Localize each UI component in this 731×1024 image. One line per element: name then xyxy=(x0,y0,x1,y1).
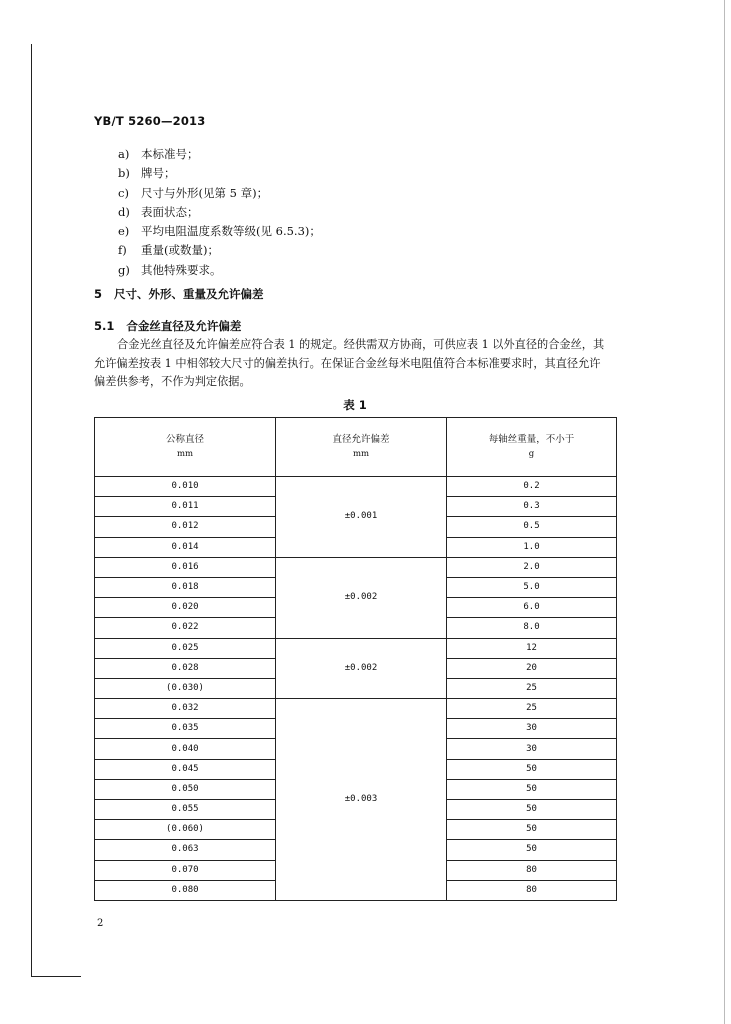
diameter-tolerance-table xyxy=(94,417,617,901)
weight-cell: 0.2 xyxy=(447,477,617,497)
list-item xyxy=(118,184,321,203)
header-unit: mm xyxy=(176,449,194,459)
table-row xyxy=(95,638,617,658)
weight-cell: 50 xyxy=(447,820,617,840)
table-body xyxy=(95,477,617,901)
list-item-text: 表面状态； xyxy=(141,204,199,219)
list-item-text: 本标准号； xyxy=(141,147,199,161)
page-edge-line xyxy=(31,44,32,976)
weight-cell: 0.3 xyxy=(447,497,617,517)
weight-cell: 50 xyxy=(447,840,617,860)
tolerance-cell: ±0.002 xyxy=(276,557,447,638)
weight-cell: 30 xyxy=(447,719,617,739)
weight-cell: 8.0 xyxy=(447,618,617,638)
diameter-cell: 0.070 xyxy=(95,860,276,880)
header-weight-per-spool xyxy=(447,418,617,477)
table-row xyxy=(95,477,617,497)
scan-edge-line xyxy=(724,0,725,1024)
list-marker: d) xyxy=(118,204,130,219)
section-title: 合金丝直径及允许偏差 xyxy=(126,319,242,333)
header-label: 每轴丝重量，不小于 xyxy=(488,434,575,445)
weight-cell: 30 xyxy=(447,739,617,759)
list-marker: e) xyxy=(118,224,130,239)
list-item xyxy=(118,145,321,164)
header-unit: mm xyxy=(352,449,370,459)
list-item-text: 牌号； xyxy=(141,166,176,181)
paragraph-line: 合金光丝直径及允许偏差应符合表 1 的规定。经供需双方协商，可供应表 1 以外直径的合金丝，其 xyxy=(117,338,605,351)
list-item xyxy=(118,203,321,222)
section-title: 尺寸、外形、重量及允许偏差 xyxy=(114,287,264,301)
weight-cell: 2.0 xyxy=(447,557,617,577)
header-diameter-tolerance xyxy=(276,418,447,477)
diameter-cell: 0.010 xyxy=(95,477,276,497)
paragraph-line: 允许偏差按表 1 中相邻较大尺寸的偏差执行。在保证合金丝每米电阻值符合本标准要求时，其直径允许 xyxy=(94,356,601,370)
diameter-cell: 0.045 xyxy=(95,759,276,779)
tolerance-cell: ±0.002 xyxy=(276,638,447,699)
diameter-cell: 0.020 xyxy=(95,598,276,618)
tolerance-cell: ±0.003 xyxy=(276,699,447,901)
list-item-text: 其他特殊要求。 xyxy=(141,262,222,277)
header-unit: g xyxy=(528,449,535,459)
diameter-cell: 0.012 xyxy=(95,517,276,537)
diameter-cell: 0.011 xyxy=(95,497,276,517)
list-marker: b) xyxy=(118,166,130,181)
list-marker: f) xyxy=(118,243,127,258)
header-label: 公称直径 xyxy=(165,434,204,445)
diameter-cell: (0.030) xyxy=(95,678,276,698)
diameter-cell: 0.032 xyxy=(95,699,276,719)
weight-cell: 50 xyxy=(447,800,617,820)
paragraph-line: 偏差供参考，不作为判定依据。 xyxy=(94,375,251,388)
list-marker: g) xyxy=(118,262,130,277)
diameter-cell: 0.025 xyxy=(95,638,276,658)
header-nominal-diameter xyxy=(95,418,276,477)
section-5-1-heading xyxy=(94,318,241,334)
weight-cell: 0.5 xyxy=(447,517,617,537)
weight-cell: 20 xyxy=(447,658,617,678)
section-5-1-paragraph xyxy=(94,336,616,392)
table-row xyxy=(95,699,617,719)
diameter-cell: 0.028 xyxy=(95,658,276,678)
diameter-cell: 0.063 xyxy=(95,840,276,860)
diameter-cell: 0.050 xyxy=(95,779,276,799)
weight-cell: 80 xyxy=(447,860,617,880)
diameter-cell: 0.055 xyxy=(95,800,276,820)
weight-cell: 12 xyxy=(447,638,617,658)
tolerance-cell: ±0.001 xyxy=(276,477,447,558)
diameter-cell: (0.060) xyxy=(95,820,276,840)
list-item-text: 尺寸与外形(见第 5 章)； xyxy=(141,185,269,200)
weight-cell: 50 xyxy=(447,779,617,799)
diameter-cell: 0.014 xyxy=(95,537,276,557)
diameter-cell: 0.080 xyxy=(95,880,276,900)
table-caption: 表 1 xyxy=(343,398,367,412)
diameter-cell: 0.040 xyxy=(95,739,276,759)
weight-cell: 1.0 xyxy=(447,537,617,557)
diameter-cell: 0.022 xyxy=(95,618,276,638)
list-item xyxy=(118,241,321,260)
standard-number-header: YB/T 5260—2013 xyxy=(94,114,206,128)
table-row xyxy=(95,557,617,577)
weight-cell: 50 xyxy=(447,759,617,779)
weight-cell: 80 xyxy=(447,880,617,900)
list-marker: c) xyxy=(118,185,129,200)
weight-cell: 25 xyxy=(447,699,617,719)
diameter-cell: 0.018 xyxy=(95,577,276,597)
diameter-cell: 0.016 xyxy=(95,557,276,577)
header-label: 直径允许偏差 xyxy=(332,434,390,445)
marking-items-list xyxy=(118,145,321,280)
diameter-cell: 0.035 xyxy=(95,719,276,739)
list-item-text: 平均电阻温度系数等级(见 6.5.3)； xyxy=(141,224,321,239)
section-number: 5 xyxy=(94,287,103,301)
section-number: 5.1 xyxy=(94,319,115,333)
list-item xyxy=(118,261,321,280)
weight-cell: 5.0 xyxy=(447,577,617,597)
list-item xyxy=(118,222,321,241)
weight-cell: 25 xyxy=(447,678,617,698)
section-5-heading xyxy=(94,286,264,302)
page-corner-line xyxy=(31,976,81,977)
page-number: 2 xyxy=(97,918,104,929)
list-marker: a) xyxy=(118,147,130,161)
list-item-text: 重量(或数量)； xyxy=(141,243,219,258)
weight-cell: 6.0 xyxy=(447,598,617,618)
table-header-row xyxy=(95,418,617,477)
list-item xyxy=(118,164,321,183)
